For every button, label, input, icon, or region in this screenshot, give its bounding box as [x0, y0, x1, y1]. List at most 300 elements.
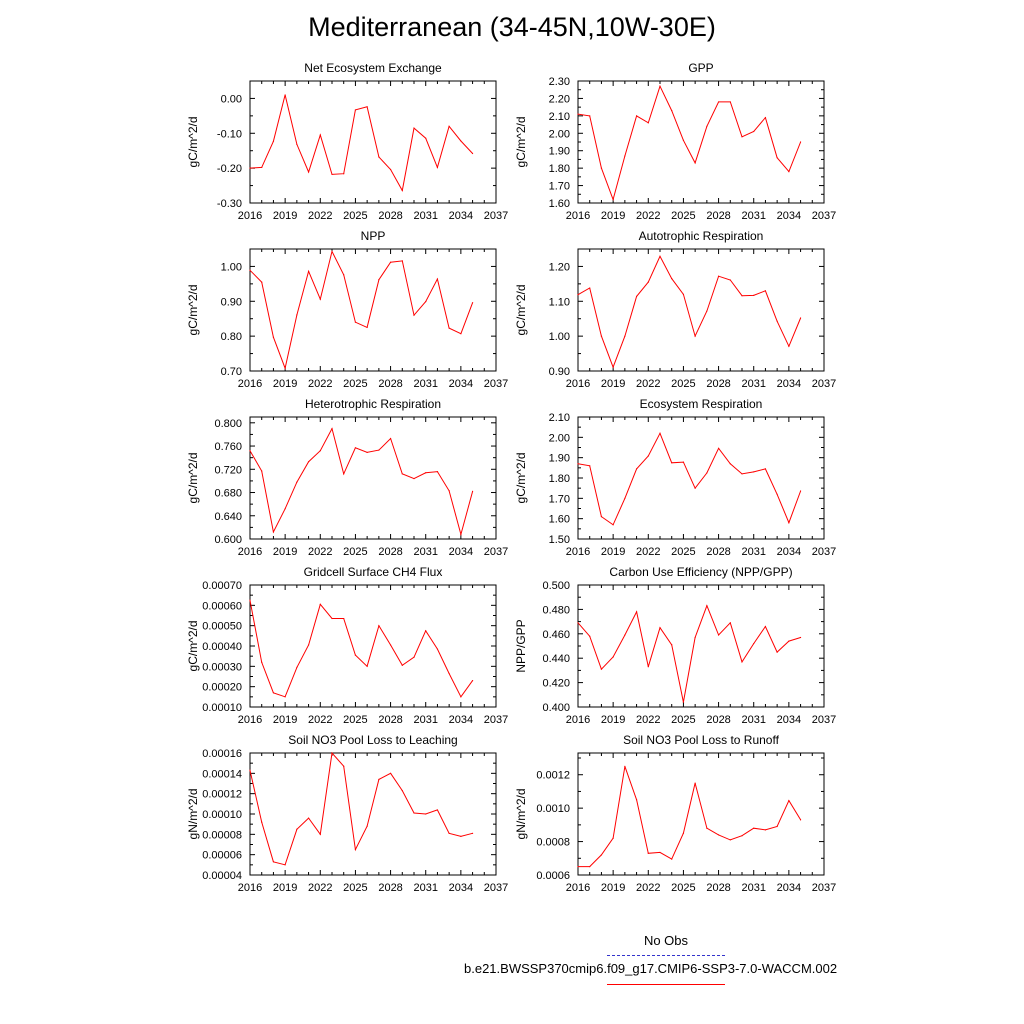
y-tick-label: 2.20 — [548, 93, 570, 106]
data-point — [753, 131, 754, 132]
data-point — [285, 368, 286, 369]
data-point — [425, 472, 426, 473]
data-point — [613, 524, 614, 525]
series-line — [578, 606, 801, 702]
y-tick-label: 1.70 — [548, 180, 570, 193]
x-tick-label: 2028 — [378, 714, 403, 726]
data-point — [472, 302, 473, 303]
y-tick-label: 0.90 — [220, 296, 242, 309]
y-tick-label: 1.70 — [548, 493, 570, 506]
data-point — [413, 812, 414, 813]
data-point — [331, 174, 332, 175]
data-point — [331, 752, 332, 753]
x-tick-label: 2016 — [237, 714, 263, 726]
y-tick-label: -0.20 — [216, 163, 242, 176]
data-point — [273, 141, 274, 142]
series-line — [250, 429, 473, 535]
x-tick-label: 2034 — [448, 378, 474, 390]
data-point — [437, 471, 438, 472]
y-tick-label: 0.00010 — [202, 702, 242, 714]
data-point — [601, 168, 602, 169]
page-title: Mediterranean (34-45N,10W-30E) — [308, 12, 716, 42]
x-tick-label: 2025 — [671, 714, 696, 726]
y-axis-label: gC/m^2/d — [186, 452, 200, 504]
data-point — [753, 471, 754, 472]
data-point — [285, 696, 286, 697]
data-point — [695, 782, 696, 783]
data-point — [378, 625, 379, 626]
data-point — [706, 126, 707, 127]
x-tick-label: 2022 — [636, 882, 661, 894]
data-point — [589, 636, 590, 637]
data-point — [601, 854, 602, 855]
x-tick-label: 2016 — [565, 714, 591, 726]
y-tick-label: 0.00016 — [202, 748, 242, 760]
y-tick-label: 2.00 — [548, 128, 570, 141]
data-point — [659, 86, 660, 87]
x-tick-label: 2022 — [636, 378, 661, 390]
data-point — [718, 101, 719, 102]
x-tick-label: 2022 — [308, 714, 333, 726]
data-point — [285, 864, 286, 865]
chart-panel-2 — [514, 61, 836, 222]
x-tick-label: 2019 — [272, 378, 298, 390]
data-point — [777, 494, 778, 495]
data-point — [413, 315, 414, 316]
data-point — [390, 169, 391, 170]
x-tick-label: 2031 — [413, 546, 438, 558]
x-tick-label: 2031 — [413, 378, 438, 390]
x-tick-label: 2016 — [237, 546, 263, 558]
data-point — [460, 534, 461, 535]
x-tick-label: 2025 — [671, 210, 696, 222]
y-tick-label: -0.10 — [216, 128, 242, 141]
x-tick-label: 2019 — [272, 714, 298, 726]
data-point — [577, 463, 578, 464]
data-point — [741, 136, 742, 137]
x-tick-label: 2025 — [671, 378, 696, 390]
data-point — [706, 310, 707, 311]
data-point — [472, 491, 473, 492]
data-point — [800, 637, 801, 638]
data-point — [601, 669, 602, 670]
data-point — [402, 665, 403, 666]
data-point — [261, 470, 262, 471]
data-point — [413, 657, 414, 658]
y-tick-label: -0.30 — [216, 198, 242, 210]
data-point — [425, 138, 426, 139]
data-point — [753, 295, 754, 296]
x-tick-label: 2025 — [343, 210, 368, 222]
x-tick-label: 2031 — [413, 882, 438, 894]
data-point — [249, 270, 250, 271]
data-point — [706, 472, 707, 473]
x-tick-label: 2025 — [343, 714, 368, 726]
y-tick-label: 0.70 — [220, 366, 242, 378]
data-point — [378, 279, 379, 280]
x-tick-label: 2016 — [237, 378, 263, 390]
x-tick-label: 2028 — [706, 210, 731, 222]
data-point — [671, 859, 672, 860]
y-tick-label: 0.00070 — [202, 580, 242, 592]
x-tick-label: 2016 — [565, 546, 591, 558]
data-point — [718, 834, 719, 835]
data-point — [390, 262, 391, 263]
data-point — [390, 438, 391, 439]
data-point — [718, 634, 719, 635]
series-line — [250, 95, 473, 191]
x-tick-label: 2031 — [413, 210, 438, 222]
legend-model-line — [607, 984, 725, 985]
data-point — [285, 94, 286, 95]
x-tick-label: 2019 — [272, 882, 298, 894]
chart-panel-7 — [186, 565, 508, 726]
data-point — [296, 667, 297, 668]
y-tick-label: 0.00 — [220, 93, 242, 106]
y-tick-label: 0.720 — [214, 464, 242, 477]
data-point — [613, 367, 614, 368]
data-point — [648, 853, 649, 854]
data-point — [355, 655, 356, 656]
data-point — [671, 644, 672, 645]
y-tick-label: 0.00060 — [202, 600, 242, 613]
data-point — [730, 101, 731, 102]
x-tick-label: 2031 — [741, 882, 766, 894]
x-tick-label: 2025 — [343, 378, 368, 390]
x-tick-label: 2028 — [706, 882, 731, 894]
data-point — [296, 144, 297, 145]
y-axis-label: gN/m^2/d — [186, 788, 200, 840]
data-point — [402, 473, 403, 474]
data-point — [343, 618, 344, 619]
data-point — [777, 321, 778, 322]
data-point — [261, 167, 262, 168]
data-point — [577, 866, 578, 867]
data-point — [320, 450, 321, 451]
y-tick-label: 0.680 — [214, 487, 242, 500]
data-point — [343, 473, 344, 474]
plot-frame — [578, 81, 824, 203]
y-tick-label: 0.00012 — [202, 788, 242, 801]
data-point — [730, 463, 731, 464]
data-point — [437, 648, 438, 649]
data-point — [449, 126, 450, 127]
chart-title: NPP — [360, 229, 386, 243]
legend-obs-label: No Obs — [643, 933, 689, 948]
data-point — [355, 447, 356, 448]
data-point — [613, 199, 614, 200]
data-point — [636, 115, 637, 116]
data-point — [460, 333, 461, 334]
data-point — [320, 604, 321, 605]
x-tick-label: 2025 — [343, 546, 368, 558]
x-tick-label: 2037 — [811, 882, 837, 894]
data-point — [296, 481, 297, 482]
data-point — [777, 826, 778, 827]
data-point — [765, 468, 766, 469]
data-point — [800, 317, 801, 318]
data-point — [589, 287, 590, 288]
data-point — [296, 314, 297, 315]
data-point — [343, 766, 344, 767]
x-tick-label: 2025 — [343, 882, 368, 894]
data-point — [659, 852, 660, 853]
y-tick-label: 1.20 — [548, 261, 570, 274]
series-line — [250, 600, 473, 697]
y-tick-label: 0.760 — [214, 441, 242, 454]
x-tick-label: 2016 — [565, 882, 591, 894]
x-tick-label: 2019 — [600, 714, 626, 726]
x-tick-label: 2034 — [448, 714, 474, 726]
y-tick-label: 0.00006 — [202, 849, 242, 862]
data-point — [695, 637, 696, 638]
y-tick-label: 0.00008 — [202, 829, 242, 842]
chart-panel-5 — [186, 397, 508, 558]
data-point — [624, 498, 625, 499]
y-tick-label: 1.80 — [548, 163, 570, 176]
y-tick-label: 0.640 — [214, 510, 242, 523]
y-axis-label: gC/m^2/d — [186, 620, 200, 672]
data-point — [753, 828, 754, 829]
data-point — [367, 826, 368, 827]
data-point — [706, 605, 707, 606]
data-point — [331, 251, 332, 252]
series-line — [250, 753, 473, 865]
x-tick-label: 2016 — [237, 882, 263, 894]
x-tick-label: 2028 — [706, 378, 731, 390]
y-tick-label: 0.0006 — [536, 870, 570, 882]
data-point — [367, 452, 368, 453]
data-point — [659, 256, 660, 257]
data-point — [296, 829, 297, 830]
chart-panel-10 — [514, 733, 836, 894]
x-tick-label: 2028 — [706, 546, 731, 558]
data-point — [624, 634, 625, 635]
y-tick-label: 0.00014 — [202, 768, 242, 781]
x-tick-label: 2019 — [272, 546, 298, 558]
data-point — [413, 478, 414, 479]
data-point — [601, 516, 602, 517]
data-point — [367, 666, 368, 667]
y-tick-label: 0.00010 — [202, 809, 242, 821]
x-tick-label: 2028 — [378, 546, 403, 558]
data-point — [613, 656, 614, 657]
data-point — [800, 490, 801, 491]
x-tick-label: 2037 — [483, 546, 509, 558]
y-tick-label: 1.00 — [220, 261, 242, 274]
y-tick-label: 0.500 — [542, 580, 570, 592]
data-point — [788, 522, 789, 523]
y-tick-label: 0.420 — [542, 677, 570, 690]
data-point — [308, 461, 309, 462]
x-tick-label: 2028 — [378, 882, 403, 894]
y-tick-label: 2.30 — [548, 76, 570, 88]
data-point — [788, 346, 789, 347]
data-point — [367, 106, 368, 107]
y-tick-label: 0.00050 — [202, 620, 242, 633]
data-point — [636, 611, 637, 612]
series-line — [578, 766, 801, 866]
data-point — [788, 641, 789, 642]
data-point — [671, 462, 672, 463]
y-axis-label: gC/m^2/d — [186, 284, 200, 336]
data-point — [777, 652, 778, 653]
y-tick-label: 0.440 — [542, 653, 570, 666]
data-point — [425, 301, 426, 302]
y-axis-label: gC/m^2/d — [514, 452, 528, 504]
chart-title: Net Ecosystem Exchange — [304, 61, 442, 75]
data-point — [460, 836, 461, 837]
x-tick-label: 2025 — [671, 546, 696, 558]
y-tick-label: 2.10 — [548, 110, 570, 123]
y-tick-label: 2.10 — [548, 412, 570, 424]
data-point — [378, 156, 379, 157]
data-point — [402, 790, 403, 791]
data-point — [331, 428, 332, 429]
data-point — [378, 779, 379, 780]
data-point — [601, 336, 602, 337]
data-point — [390, 773, 391, 774]
chart-title: GPP — [688, 61, 714, 75]
data-point — [413, 127, 414, 128]
data-point — [753, 643, 754, 644]
series-line — [578, 256, 801, 367]
data-point — [730, 839, 731, 840]
data-point — [343, 274, 344, 275]
data-point — [648, 666, 649, 667]
chart-title: Carbon Use Efficiency (NPP/GPP) — [609, 565, 793, 579]
data-point — [741, 661, 742, 662]
chart-panel-1 — [186, 61, 508, 222]
data-point — [249, 770, 250, 771]
data-point — [367, 327, 368, 328]
x-tick-label: 2037 — [483, 714, 509, 726]
data-point — [273, 337, 274, 338]
x-tick-label: 2019 — [600, 210, 626, 222]
plot-frame — [250, 249, 496, 371]
data-point — [800, 819, 801, 820]
data-point — [636, 799, 637, 800]
data-point — [577, 622, 578, 623]
x-tick-label: 2037 — [483, 210, 509, 222]
y-tick-label: 1.50 — [548, 534, 570, 546]
x-tick-label: 2022 — [636, 714, 661, 726]
data-point — [683, 294, 684, 295]
data-point — [777, 157, 778, 158]
chart-title: Autotrophic Respiration — [638, 229, 764, 243]
data-point — [261, 822, 262, 823]
y-tick-label: 1.10 — [548, 296, 570, 309]
x-tick-label: 2037 — [483, 882, 509, 894]
data-point — [378, 450, 379, 451]
data-point — [671, 278, 672, 279]
data-point — [741, 473, 742, 474]
series-line — [250, 251, 473, 368]
y-tick-label: 0.600 — [214, 534, 242, 546]
data-point — [425, 630, 426, 631]
data-point — [648, 122, 649, 123]
data-point — [261, 662, 262, 663]
plot-frame — [578, 753, 824, 875]
y-tick-label: 1.60 — [548, 198, 570, 210]
legend-model-label: b.e21.BWSSP370cmip6.f09_g17.CMIP6-SSP3-7.0-WACCM.002 — [464, 961, 838, 976]
data-point — [449, 833, 450, 834]
x-tick-label: 2022 — [308, 546, 333, 558]
y-axis-label: gN/m^2/d — [514, 788, 528, 840]
chart-title: Soil NO3 Pool Loss to Runoff — [623, 733, 779, 747]
data-point — [402, 190, 403, 191]
x-tick-label: 2034 — [448, 210, 474, 222]
data-point — [613, 838, 614, 839]
y-axis-label: NPP/GPP — [514, 619, 528, 673]
data-point — [695, 488, 696, 489]
data-point — [273, 531, 274, 532]
x-tick-label: 2037 — [811, 546, 837, 558]
data-point — [659, 627, 660, 628]
y-tick-label: 0.400 — [542, 702, 570, 714]
data-point — [449, 490, 450, 491]
data-point — [273, 692, 274, 693]
x-tick-label: 2022 — [308, 378, 333, 390]
plot-frame — [578, 249, 824, 371]
data-point — [437, 167, 438, 168]
data-point — [320, 834, 321, 835]
x-tick-label: 2019 — [600, 546, 626, 558]
series-line — [578, 433, 801, 525]
x-tick-label: 2034 — [448, 546, 474, 558]
data-point — [636, 468, 637, 469]
data-point — [355, 109, 356, 110]
chart-panel-4 — [514, 229, 836, 390]
y-tick-label: 1.80 — [548, 473, 570, 485]
y-tick-label: 1.00 — [548, 331, 570, 344]
data-point — [343, 173, 344, 174]
data-point — [261, 282, 262, 283]
y-tick-label: 0.0010 — [536, 803, 570, 816]
x-tick-label: 2022 — [636, 210, 661, 222]
plot-frame — [250, 81, 496, 203]
x-tick-label: 2016 — [237, 210, 263, 222]
x-tick-label: 2037 — [811, 210, 837, 222]
data-point — [308, 271, 309, 272]
y-tick-label: 0.00040 — [202, 641, 242, 653]
plot-frame — [250, 753, 496, 875]
data-point — [624, 766, 625, 767]
x-tick-label: 2019 — [272, 210, 298, 222]
data-point — [683, 702, 684, 703]
x-tick-label: 2037 — [483, 378, 509, 390]
data-point — [683, 140, 684, 141]
y-tick-label: 0.00030 — [202, 661, 242, 674]
chart-title: Soil NO3 Pool Loss to Leaching — [288, 733, 458, 747]
x-tick-label: 2016 — [565, 210, 591, 222]
x-tick-label: 2034 — [776, 210, 802, 222]
y-tick-label: 0.00004 — [202, 870, 242, 882]
chart-panel-9 — [186, 733, 508, 894]
x-tick-label: 2019 — [600, 882, 626, 894]
y-tick-label: 1.90 — [548, 145, 570, 158]
x-tick-label: 2022 — [308, 210, 333, 222]
data-point — [308, 817, 309, 818]
data-point — [765, 626, 766, 627]
y-tick-label: 0.480 — [542, 604, 570, 617]
x-tick-label: 2031 — [741, 210, 766, 222]
data-point — [425, 813, 426, 814]
chart-panel-6 — [514, 397, 836, 558]
y-tick-label: 0.90 — [548, 366, 570, 378]
x-tick-label: 2028 — [706, 714, 731, 726]
data-point — [589, 465, 590, 466]
